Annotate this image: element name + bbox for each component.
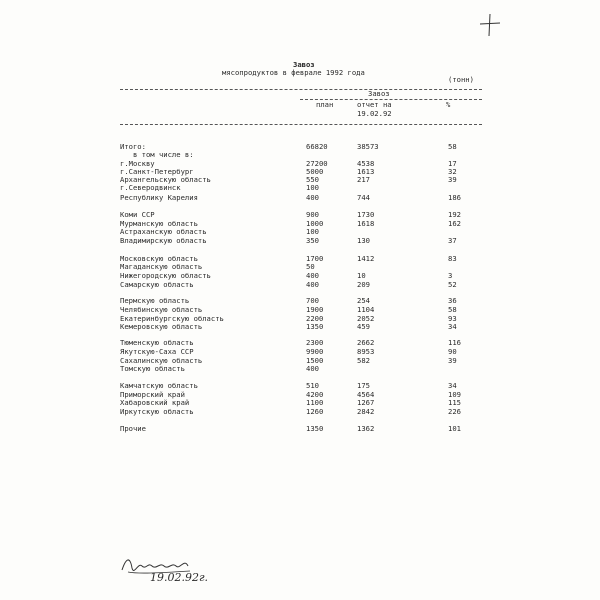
- table-row: [0, 255, 600, 263]
- col-report-header-1: отчет на: [357, 100, 392, 109]
- row-pct: 37: [448, 236, 457, 245]
- row-name: Екатеринбургскую область: [120, 314, 224, 323]
- row-name: Пермскую область: [120, 296, 190, 305]
- row-plan: 1000: [306, 219, 324, 228]
- row-pct: 58: [448, 305, 457, 314]
- row-report: 1104: [357, 305, 375, 314]
- row-report: 582: [357, 356, 370, 365]
- table-row: [0, 263, 600, 271]
- row-report: 459: [357, 322, 370, 331]
- row-plan: 400: [306, 364, 319, 373]
- row-pct: 226: [448, 407, 461, 416]
- row-name: Кемеровскую область: [120, 322, 203, 331]
- row-pct: 34: [448, 322, 457, 331]
- row-pct: 109: [448, 390, 461, 399]
- row-plan: 1700: [306, 254, 324, 263]
- row-report: 744: [357, 193, 370, 202]
- table-row: [0, 160, 600, 168]
- row-plan: 1350: [306, 424, 324, 433]
- row-report: 1362: [357, 424, 375, 433]
- row-name: Нижегородскую область: [120, 271, 211, 280]
- table-row: [0, 281, 600, 289]
- table-row: [0, 176, 600, 184]
- doc-title: Завоз: [293, 60, 315, 69]
- table-row: [0, 382, 600, 390]
- table-row: [0, 339, 600, 347]
- row-name: Иркутскую область: [120, 407, 194, 416]
- row-pct: 39: [448, 175, 457, 184]
- doc-subtitle: мясопродуктов в феврале 1992 года: [222, 68, 365, 77]
- row-pct: 83: [448, 254, 457, 263]
- row-name: в том числе в:: [120, 150, 194, 159]
- table-row: [0, 151, 600, 159]
- row-report: 4538: [357, 159, 375, 168]
- row-name: г.Санкт-Петербург: [120, 167, 194, 176]
- row-plan: 50: [306, 262, 315, 271]
- row-name: Мурманскую область: [120, 219, 198, 228]
- row-plan: 1500: [306, 356, 324, 365]
- row-name: Республику Карелия: [120, 193, 198, 202]
- row-pct: 101: [448, 424, 461, 433]
- row-plan: 700: [306, 296, 319, 305]
- row-plan: 1350: [306, 322, 324, 331]
- table-row: [0, 391, 600, 399]
- signature-date: 19.02.92г.: [150, 571, 209, 584]
- row-name: Приморский край: [120, 390, 185, 399]
- row-pct: 3: [448, 271, 453, 280]
- row-plan: 4200: [306, 390, 324, 399]
- row-plan: 400: [306, 280, 319, 289]
- row-name: Сахалинскую область: [120, 356, 203, 365]
- row-report: 217: [357, 175, 370, 184]
- row-report: 254: [357, 296, 370, 305]
- table-row: [0, 143, 600, 151]
- corner-cross-mark: [478, 12, 502, 38]
- table-row: [0, 184, 600, 192]
- table-row: [0, 194, 600, 202]
- table-row: [0, 228, 600, 236]
- row-report: 2052: [357, 314, 375, 323]
- row-report: 4564: [357, 390, 375, 399]
- row-pct: 162: [448, 219, 461, 228]
- row-plan: 1100: [306, 398, 324, 407]
- row-pct: 32: [448, 167, 457, 176]
- row-pct: 90: [448, 347, 457, 356]
- row-plan: 100: [306, 227, 319, 236]
- row-name: Магаданскую область: [120, 262, 203, 271]
- table-row: [0, 323, 600, 331]
- table-row: [0, 306, 600, 314]
- col-pct-header: %: [446, 100, 451, 109]
- row-plan: 2300: [306, 338, 324, 347]
- row-pct: 115: [448, 398, 461, 407]
- row-name: Челябинскую область: [120, 305, 203, 314]
- row-plan: 9900: [306, 347, 324, 356]
- row-plan: 550: [306, 175, 319, 184]
- row-plan: 66820: [306, 142, 328, 151]
- row-report: 1730: [357, 210, 375, 219]
- row-plan: 1260: [306, 407, 324, 416]
- row-report: 8953: [357, 347, 375, 356]
- row-report: 1613: [357, 167, 375, 176]
- row-plan: 510: [306, 381, 319, 390]
- col-report-header-2: 19.02.92: [357, 109, 392, 118]
- row-pct: 17: [448, 159, 457, 168]
- row-plan: 27200: [306, 159, 328, 168]
- row-report: 2842: [357, 407, 375, 416]
- row-name: Коми ССР: [120, 210, 155, 219]
- row-report: 38573: [357, 142, 379, 151]
- table-row: [0, 237, 600, 245]
- row-report: 209: [357, 280, 370, 289]
- row-name: Московскую область: [120, 254, 198, 263]
- row-name: Камчатскую область: [120, 381, 198, 390]
- row-pct: 192: [448, 210, 461, 219]
- row-report: 1412: [357, 254, 375, 263]
- row-plan: 100: [306, 183, 319, 192]
- row-plan: 400: [306, 193, 319, 202]
- row-pct: 116: [448, 338, 461, 347]
- row-report: 1618: [357, 219, 375, 228]
- row-name: Самарскую область: [120, 280, 194, 289]
- row-name: Итого:: [120, 142, 146, 151]
- header-bottom-rule: [120, 124, 482, 125]
- table-row: [0, 357, 600, 365]
- table-row: [0, 399, 600, 407]
- row-name: г.Северодвинск: [120, 183, 181, 192]
- row-pct: 36: [448, 296, 457, 305]
- row-name: Тюменскую область: [120, 338, 194, 347]
- table-row: [0, 272, 600, 280]
- table-row: [0, 365, 600, 373]
- row-pct: 39: [448, 356, 457, 365]
- row-plan: 400: [306, 271, 319, 280]
- row-plan: 5000: [306, 167, 324, 176]
- row-pct: 58: [448, 142, 457, 151]
- row-name: г.Москву: [120, 159, 155, 168]
- row-plan: 1900: [306, 305, 324, 314]
- row-name: Якутскую-Саха ССР: [120, 347, 194, 356]
- col-plan-header: план: [316, 100, 334, 109]
- table-row: [0, 220, 600, 228]
- row-name: Владимирскую область: [120, 236, 207, 245]
- table-row: [0, 348, 600, 356]
- row-report: 2662: [357, 338, 375, 347]
- group-header: Завоз: [368, 89, 390, 98]
- table-row: [0, 315, 600, 323]
- table-row: [0, 408, 600, 416]
- row-plan: 2200: [306, 314, 324, 323]
- row-pct: 52: [448, 280, 457, 289]
- row-plan: 900: [306, 210, 319, 219]
- row-name: Прочие: [120, 424, 146, 433]
- row-pct: 34: [448, 381, 457, 390]
- units-label: (тонн): [448, 75, 474, 84]
- table-row: [0, 297, 600, 305]
- row-name: Архангельскую область: [120, 175, 211, 184]
- table-top-rule: [120, 89, 482, 90]
- row-plan: 350: [306, 236, 319, 245]
- row-pct: 93: [448, 314, 457, 323]
- row-name: Томскую область: [120, 364, 185, 373]
- table-row: [0, 425, 600, 433]
- row-name: Астраханскую область: [120, 227, 207, 236]
- row-pct: 186: [448, 193, 461, 202]
- row-name: Хабаровский край: [120, 398, 190, 407]
- row-report: 10: [357, 271, 366, 280]
- table-row: [0, 211, 600, 219]
- row-report: 130: [357, 236, 370, 245]
- row-report: 1267: [357, 398, 375, 407]
- table-row: [0, 168, 600, 176]
- row-report: 175: [357, 381, 370, 390]
